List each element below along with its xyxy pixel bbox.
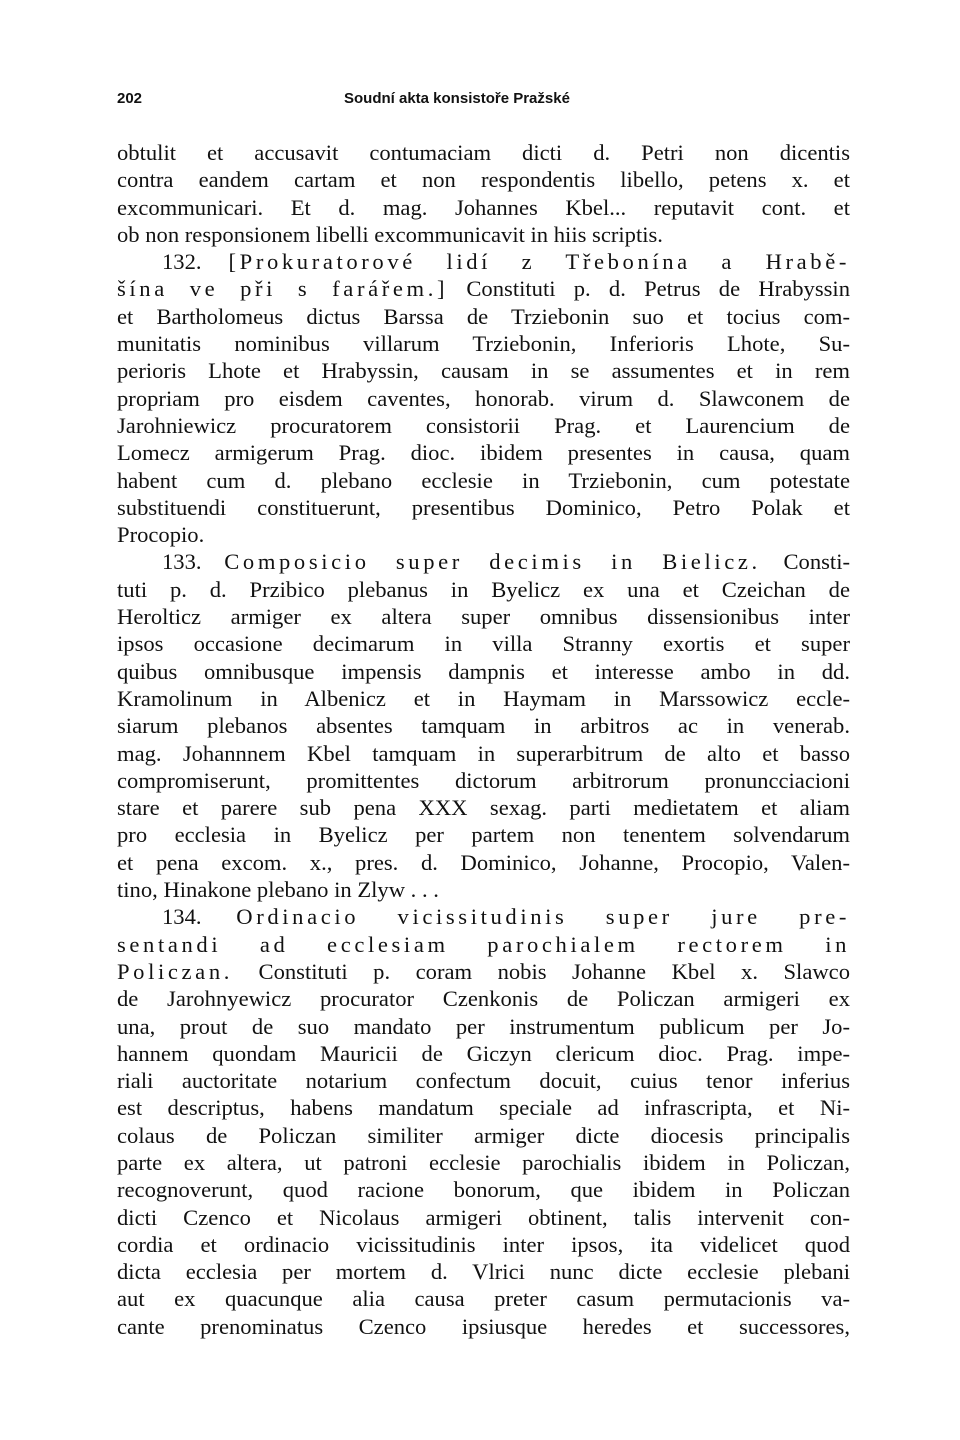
line-text: 132. [162,249,229,275]
text-line [117,248,850,275]
text-line [117,221,850,248]
spaced-heading-text: šína ve při s farářem.] [117,276,449,302]
text-line [117,303,850,330]
line-text: tino, Hinakone plebano in Zlyw . . . [117,877,439,903]
line-text: munitatis nominibus villarum Trziebonin, Inferioris Lhote, Su- [117,331,850,357]
text-line [117,931,850,958]
line-text: excommunicari. Et d. mag. Johannes Kbel... reputavit cont. et [117,194,850,220]
text-line [117,658,850,685]
line-text: substituendi constituerunt, presentibus Dominico, Petro Polak et [117,494,850,520]
line-text: compromiserunt, promittentes dictorum arbitrorum pronuncciacioni [117,767,850,793]
line-text: Constituti p. d. Petrus de Hrabyssin [448,276,850,302]
line-text: perioris Lhote et Hrabyssin, causam in se assumentes et in rem [117,358,850,384]
line-text: et Bartholomeus dictus Barssa de Trziebonin suo et tocius com- [117,303,850,329]
text-line [117,1149,850,1176]
line-text: contra eandem cartam et non respondentis libello, petens x. et [117,167,850,193]
line-text: ipsos occasione decimarum in villa Stranny exortis et super [117,631,850,657]
line-text: obtulit et accusavit contumaciam dicti d. Petri non dicentis [117,140,850,165]
line-text: Herolticz armiger ex altera super omnibus dissensionibus inter [117,604,850,630]
line-text: hannem quondam Mauricii de Giczyn clericum dioc. Prag. impe- [117,1040,850,1066]
line-text: parte ex altera, ut patroni ecclesie parochialis ibidem in Policzan, [117,1149,850,1175]
line-text: Constituti p. coram nobis Johanne Kbel x. Slawco [233,958,850,984]
text-line [117,166,850,193]
line-text: recognoverunt, quod racione bonorum, que ibidem in Policzan [117,1177,850,1203]
text-line [117,139,850,166]
text-line [117,194,850,221]
line-text: 134. [162,904,237,930]
text-line [117,603,850,630]
text-line [117,1122,850,1149]
text-line [117,849,850,876]
line-text: quibus omnibusque impensis dampnis et interesse ambo in dd. [117,658,850,684]
text-line [117,903,850,930]
line-text: dicta ecclesia per mortem d. Vlrici nunc dicte ecclesie plebani [117,1259,850,1285]
text-line [117,1204,850,1231]
line-text: riali auctoritate notarium confectum docuit, cuius tenor inferius [117,1068,850,1094]
line-text: est descriptus, habens mandatum speciale ad infrascripta, et Ni- [117,1095,850,1121]
page-number: 202 [117,90,143,107]
text-line [117,1258,850,1285]
text-line [117,494,850,521]
line-text: propriam pro eisdem caventes, honorab. virum d. Slawconem de [117,385,850,411]
line-text: pro ecclesia in Byelicz per partem non tenentem solvendarum [117,822,850,848]
spaced-heading-text: Ordinacio vicissitudinis super jure pre- [236,904,850,930]
line-text: Consti- [760,549,851,575]
text-line [117,576,850,603]
line-text: Jarohniewicz procuratorem consistorii Prag. et Laurencium de [117,412,850,438]
line-text: Procopio. [117,522,205,548]
text-line [117,958,850,985]
page-header [117,88,850,110]
text-line [117,1231,850,1258]
line-text: stare et parere sub pena XXX sexag. parti medietatem et aliam [117,795,850,821]
text-line [117,467,850,494]
spaced-heading-text: [Prokuratorové lidí z Třebonína a Hrabě- [228,249,851,275]
text-line [117,1094,850,1121]
text-line [117,548,850,575]
line-text: Kramolinum in Albenicz et in Haymam in Marssowicz eccle- [117,685,850,711]
line-text: aut ex quacunque alia causa preter casum permutacionis va- [117,1286,850,1312]
line-text: ob non responsionem libelli excommunicavit in hiis scriptis. [117,221,663,247]
line-text: Lomecz armigerum Prag. dioc. ibidem presentes in causa, quam [117,440,850,466]
text-line [117,740,850,767]
line-text: habent cum d. plebano ecclesie in Trziebonin, cum potestate [117,467,850,493]
line-text: una, prout de suo mandato per instrumentum publicum per Jo- [117,1013,850,1039]
line-text: tuti p. d. Przibico plebanus in Byelicz ex una et Czeichan de [117,576,850,602]
text-line [117,985,850,1012]
line-text: colaus de Policzan similiter armiger dicte diocesis principalis [117,1122,850,1148]
text-line [117,821,850,848]
spaced-heading-text: Policzan. [117,958,233,984]
text-line [117,1285,850,1312]
line-text: et pena excom. x., pres. d. Dominico, Johanne, Procopio, Valen- [117,849,850,875]
text-line [117,275,850,302]
line-text: mag. Johannnem Kbel tamquam in superarbitrum de alto et basso [117,740,850,766]
spaced-heading-text: Composicio super decimis in Bielicz. [224,549,761,575]
line-text: dicti Czenco et Nicolaus armigeri obtinent, talis intervenit con- [117,1204,850,1230]
text-line [117,685,850,712]
text-line [117,357,850,384]
text-line [117,712,850,739]
line-text: de Jarohnyewicz procurator Czenkonis de Policzan armigeri ex [117,986,850,1012]
text-line [117,794,850,821]
line-text: cante prenominatus Czenco ipsiusque heredes et successores, [117,1313,850,1339]
text-line [117,412,850,439]
text-line [117,330,850,357]
text-line [117,439,850,466]
text-line [117,385,850,412]
running-title: Soudní akta konsistoře Pražské [344,90,570,107]
text-line [117,1176,850,1203]
text-line [117,1040,850,1067]
text-line [117,630,850,657]
body-text [117,139,850,1340]
text-line [117,876,850,903]
text-line [117,767,850,794]
line-text: cordia et ordinacio vicissitudinis inter ipsos, ita videlicet quod [117,1231,850,1257]
spaced-heading-text: sentandi ad ecclesiam parochialem rectorem in [117,931,850,957]
text-line [117,1313,850,1340]
line-text: 133. [162,549,225,575]
text-line [117,1013,850,1040]
text-line [117,1067,850,1094]
line-text: siarum plebanos absentes tamquam in arbitros ac in venerab. [117,713,850,739]
text-line [117,521,850,548]
